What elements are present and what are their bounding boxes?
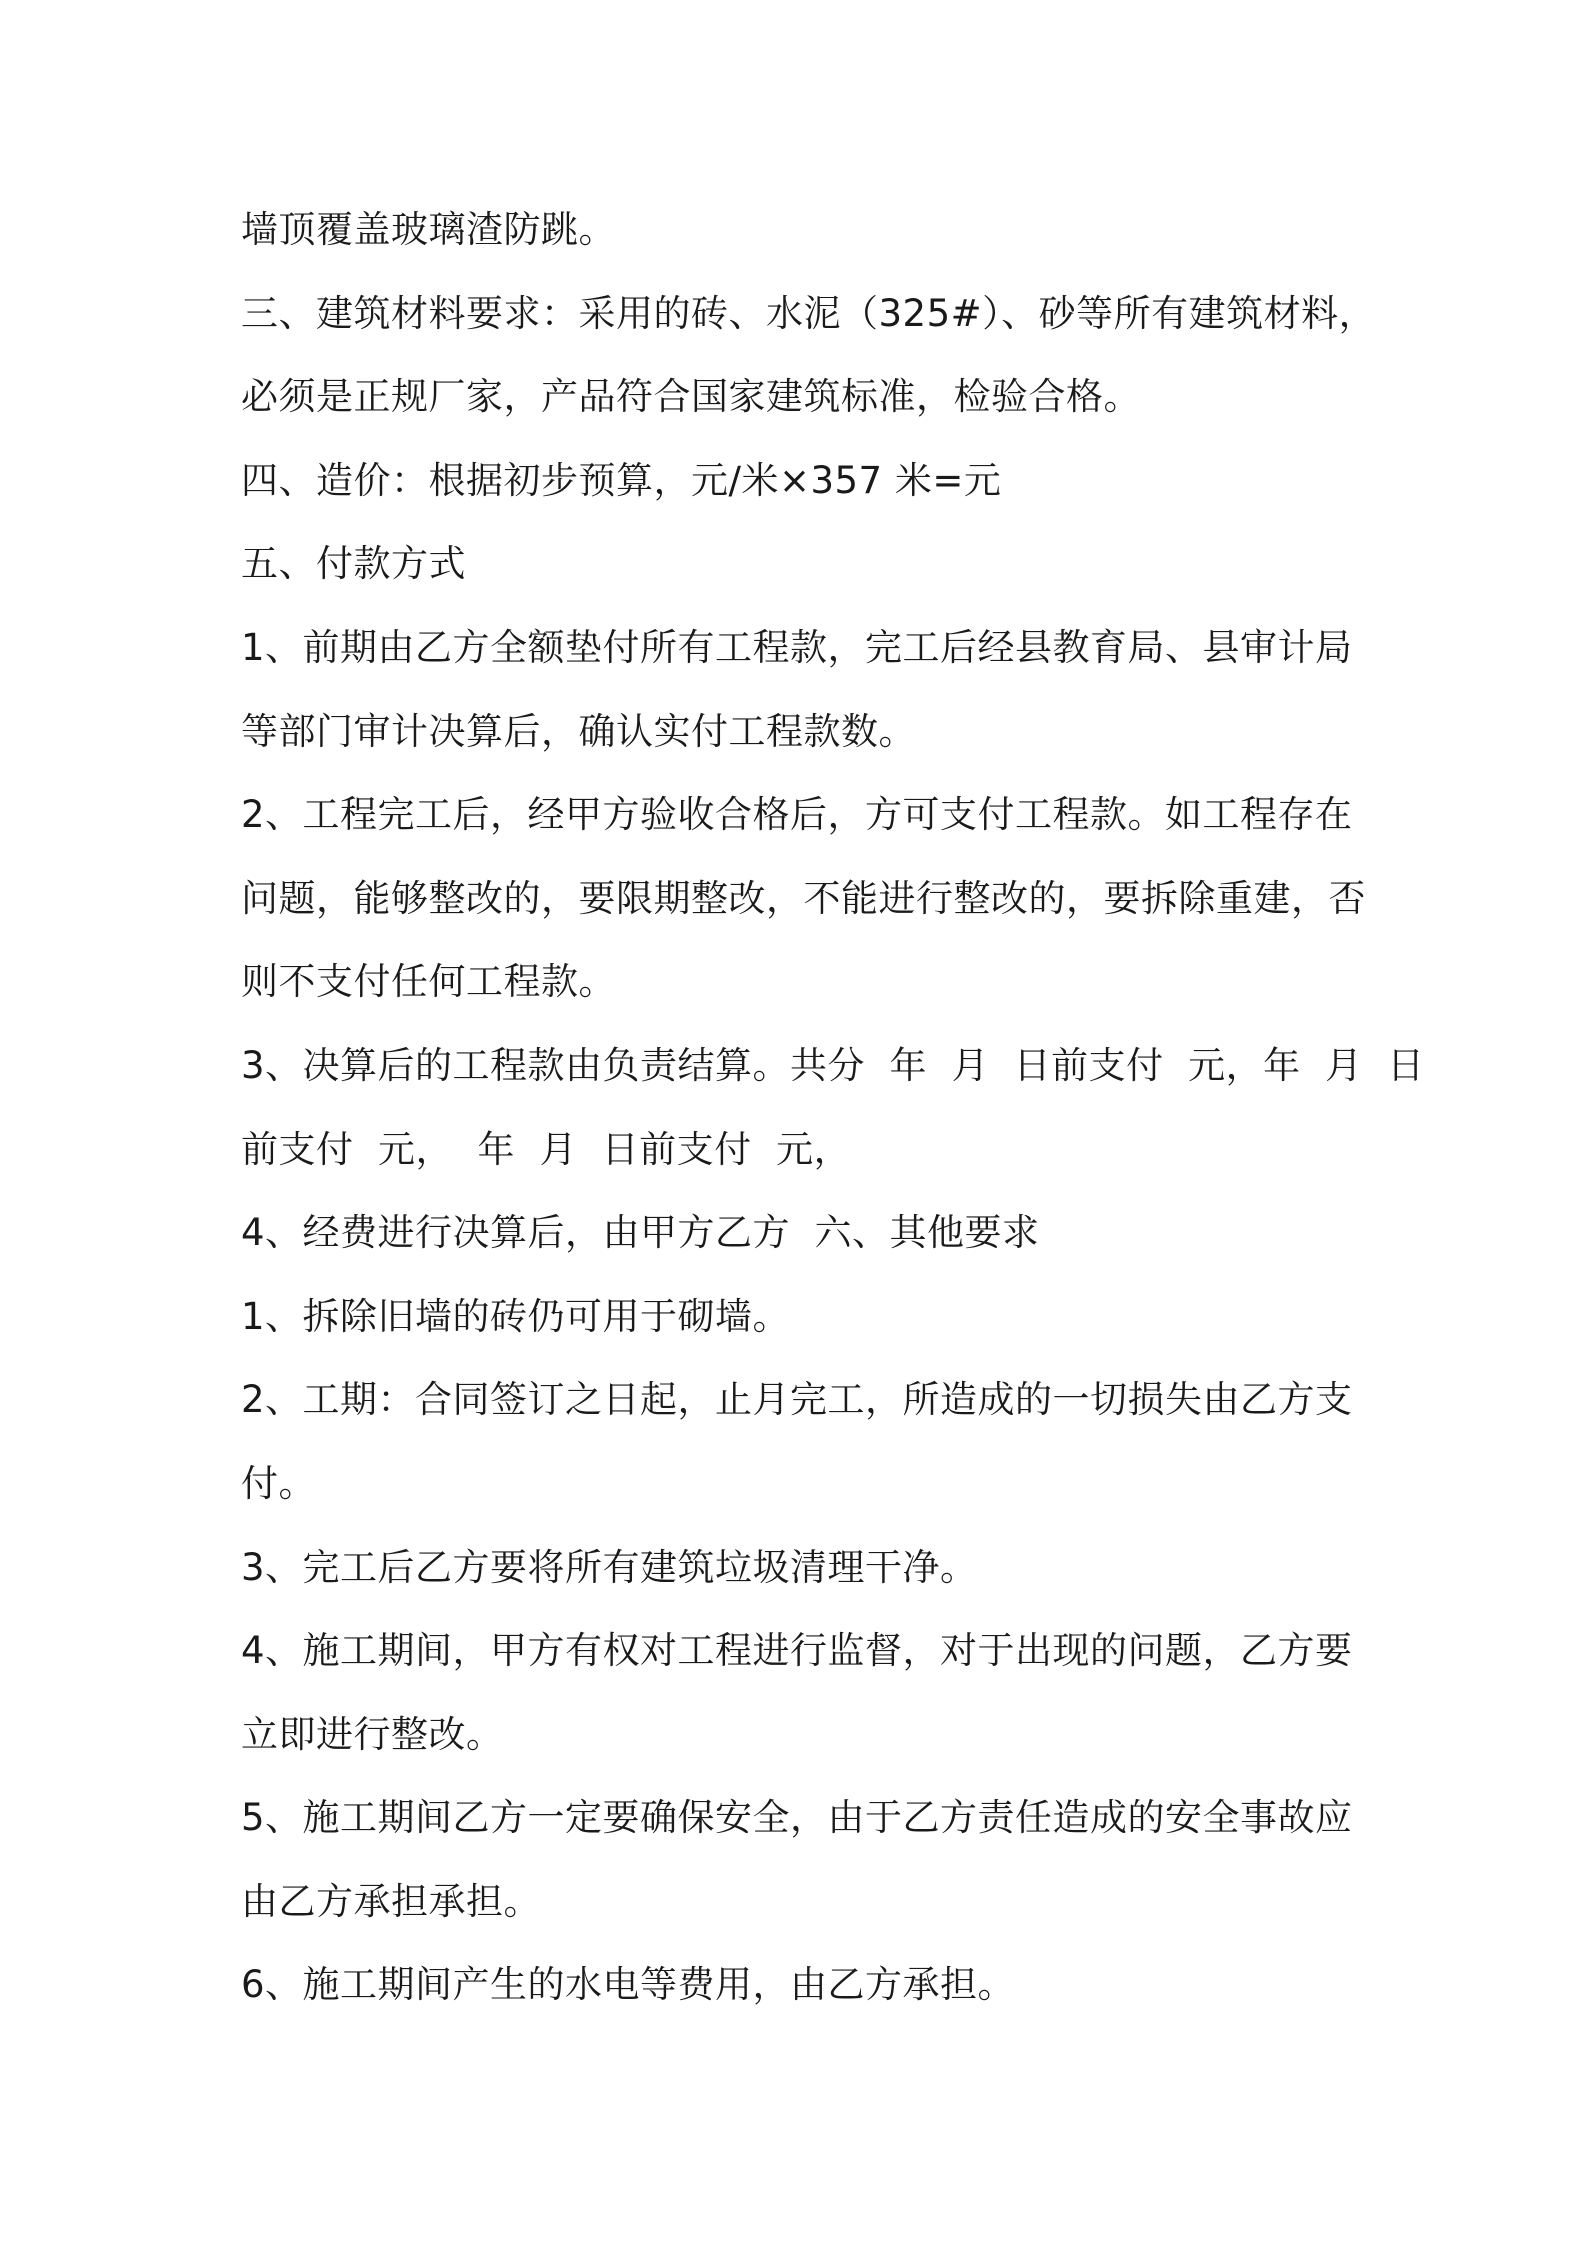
text-line: 由乙方承担承担。 <box>241 1879 541 1923</box>
text-line: 则不支付任何工程款。 <box>241 960 616 1004</box>
text-line: 问题，能够整改的，要限期整改，不能进行整改的，要拆除重建，否 <box>241 876 1366 920</box>
text-line: 4、施工期间，甲方有权对工程进行监督，对于出现的问题，乙方要 <box>241 1629 1353 1673</box>
text-line: 2、工程完工后，经甲方验收合格后，方可支付工程款。如工程存在 <box>241 793 1353 837</box>
section-heading: 五、付款方式 <box>241 542 466 586</box>
text-line: 立即进行整改。 <box>241 1712 504 1756</box>
text-line: 3、决算后的工程款由负责结算。共分 年 月 日前支付 元，年 月 日 <box>241 1043 1425 1087</box>
text-line: 前支付 元， 年 月 日前支付 元， <box>241 1127 852 1171</box>
text-line: 1、拆除旧墙的砖仍可用于砌墙。 <box>241 1294 791 1338</box>
text-line: 墙顶覆盖玻璃渣防跳。 <box>241 208 616 251</box>
text-line: 付。 <box>241 1461 316 1505</box>
text-line: 必须是正规厂家，产品符合国家建筑标准，检验合格。 <box>241 375 1141 419</box>
text-line: 2、工期：合同签订之日起，止月完工，所造成的一切损失由乙方支 <box>241 1378 1353 1422</box>
text-line: 等部门审计决算后，确认实付工程款数。 <box>241 709 916 753</box>
text-line: 5、施工期间乙方一定要确保安全，由于乙方责任造成的安全事故应 <box>241 1796 1353 1840</box>
document-body <box>241 188 1425 2027</box>
text-line: 4、经费进行决算后，由甲方乙方 六、其他要求 <box>241 1211 1040 1255</box>
text-line: 3、完工后乙方要将所有建筑垃圾清理干净。 <box>241 1545 978 1589</box>
text-line: 四、造价：根据初步预算，元/米×357 米=元 <box>241 458 1002 502</box>
text-line: 6、施工期间产生的水电等费用，由乙方承担。 <box>241 1963 1016 2007</box>
text-line: 1、前期由乙方全额垫付所有工程款，完工后经县教育局、县审计局 <box>241 625 1353 669</box>
text-line: 三、建筑材料要求：采用的砖、水泥（325#）、砂等所有建筑材料， <box>241 291 1377 335</box>
